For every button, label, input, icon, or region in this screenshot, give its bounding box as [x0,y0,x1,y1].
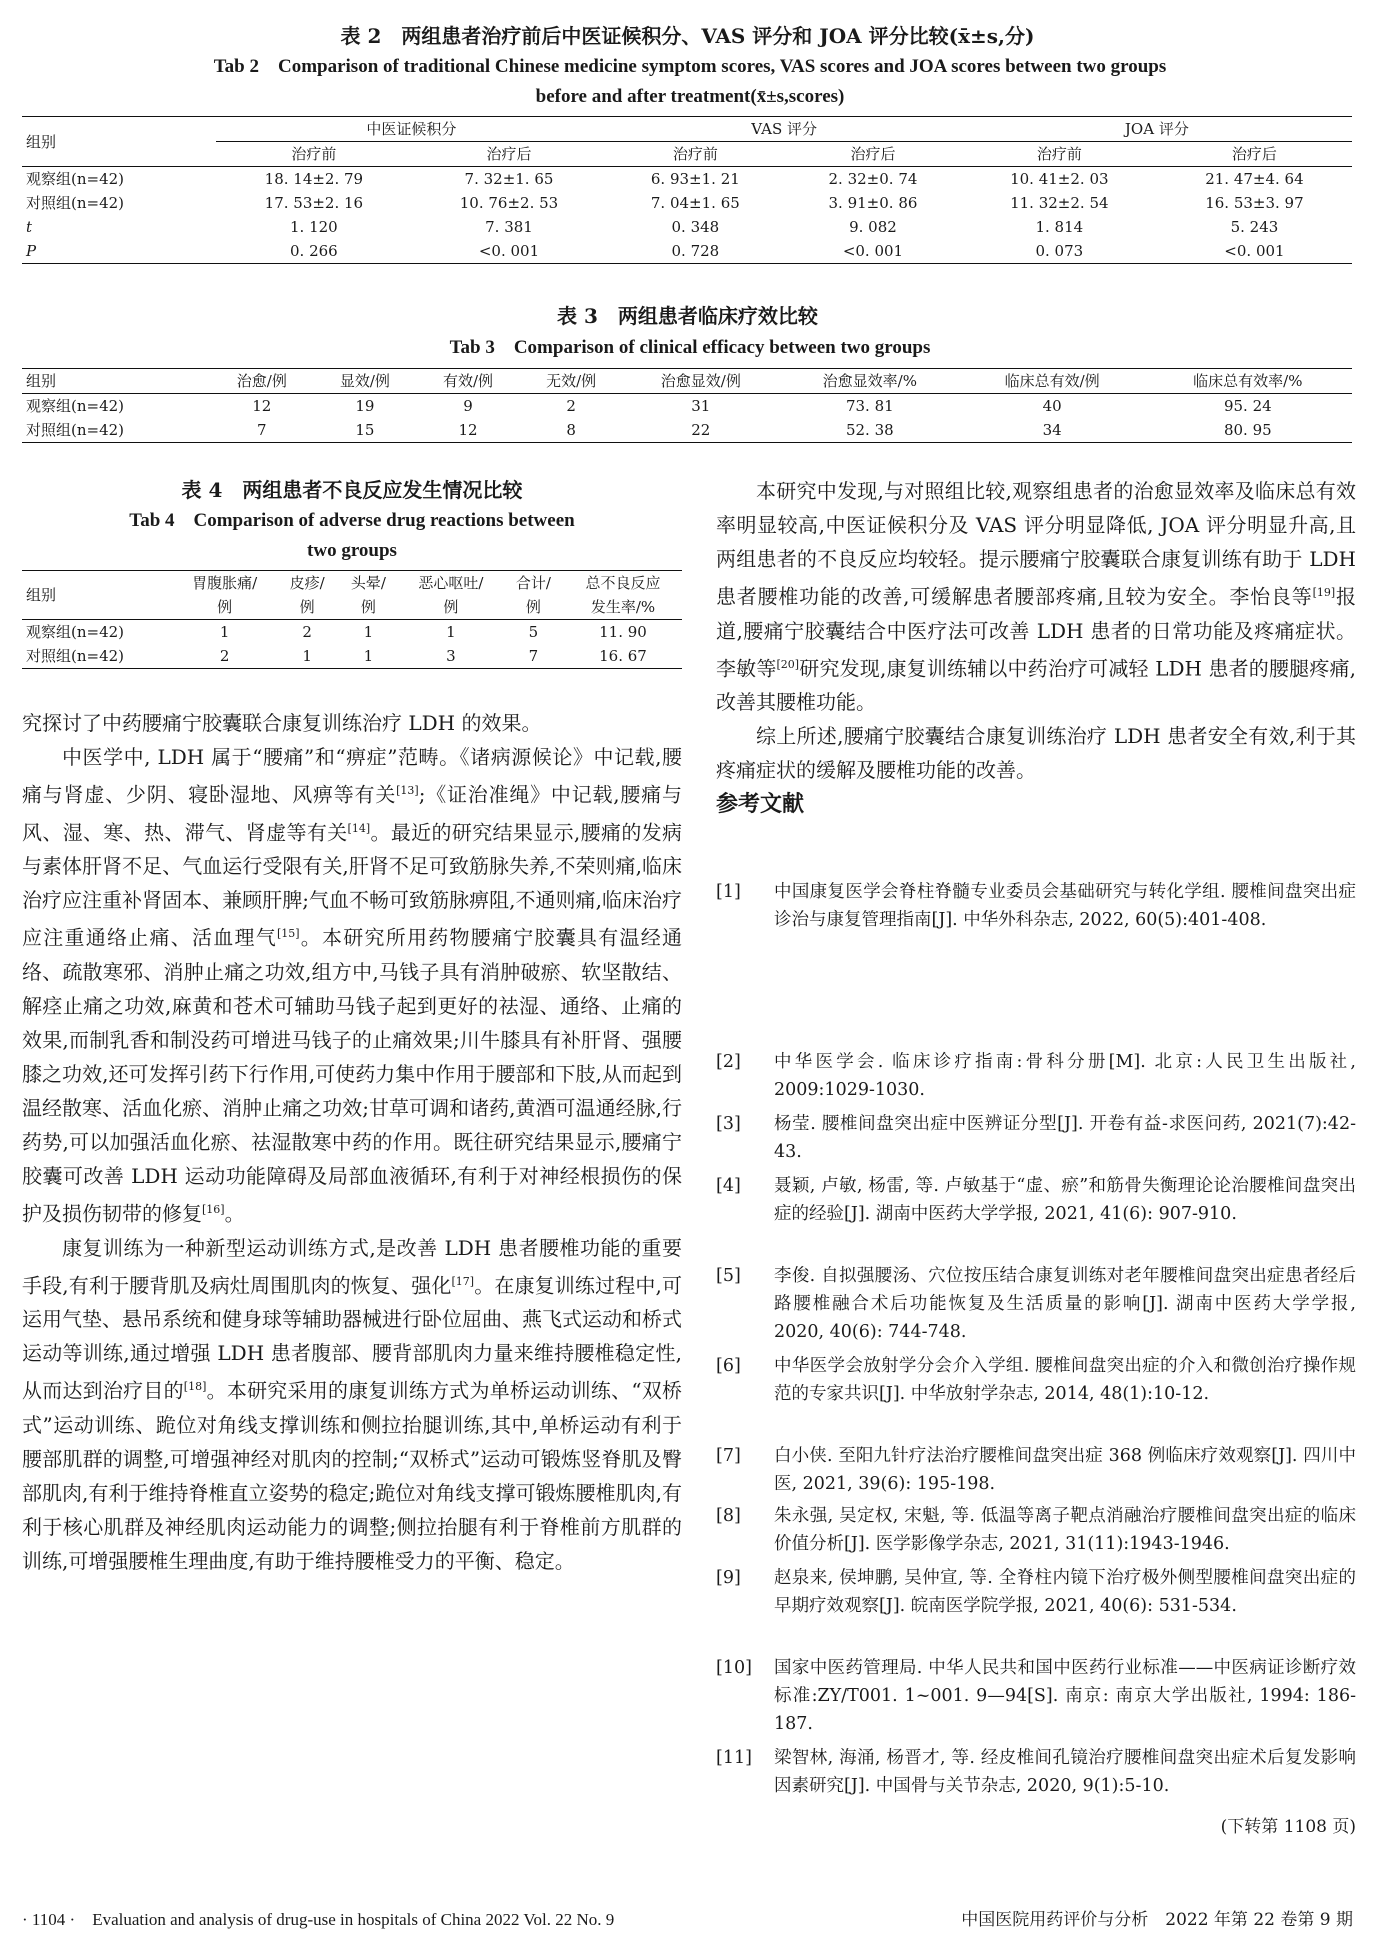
tab4-cell: 1 [219,623,230,641]
reference-item: [5] 李俊. 自拟强腰汤、穴位按压结合康复训练对老年腰椎间盘突出症患者经后路腰椎融合术后功能恢复及生活质量的影响[J]. 湖南中医药大学学报, 2020, 40(6): 744-748. [716,1266,1356,1342]
reference-item: [7] 白小侠. 至阳九针疗法治疗腰椎间盘突出症 368 例临床疗效观察[J]. 四川中医, 2021, 39(6): 195-198. [716,1446,1356,1494]
table-row [22,620,682,645]
tab3-header: 无效/例 [546,372,597,390]
tab4-cell: 对照组(n=42) [26,647,125,665]
tab3-cell: 12 [252,397,272,415]
tab2-header-vas: VAS 评分 [607,117,962,142]
tab4-header: 组别 [26,586,57,604]
tab4-cell: 1 [446,623,456,641]
tab4-header: 头晕/ [350,574,386,592]
tab2-group-header: 组别 [26,132,57,151]
tab3-cell: 95. 24 [1223,397,1272,415]
table-row [22,394,1352,419]
tab2-subheader: 治疗前 [291,145,337,163]
tab2-cell: 17. 53±2. 16 [264,194,364,212]
table-2 [22,116,1352,264]
tab2-header-tcm: 中医证候积分 [216,117,606,142]
tab4-cell: 观察组(n=42) [26,623,125,641]
tab2-cell: 16. 53±3. 97 [1205,194,1304,212]
tab4-header: 例 [443,598,459,616]
tab2-cell: 10. 41±2. 03 [1010,170,1109,188]
references-heading: 参考文献 [716,791,805,818]
tab2-subheader: 治疗前 [672,145,718,163]
tab3-cell: 31 [691,397,711,415]
tab3-cell: 观察组(n=42) [26,397,125,415]
tab3-cell: 对照组(n=42) [26,421,125,439]
tab3-header: 显效/例 [339,372,390,390]
table-row [22,215,1352,239]
tab2-subheader: 治疗后 [850,145,896,163]
tab2-cell: 0. 728 [671,242,720,260]
table-row [22,239,1352,264]
tab2-cell: <0. 001 [842,242,904,260]
citation: [18] [183,1380,207,1394]
tab4-cell: 5 [528,623,539,641]
body-paragraph: 中医学中, LDH 属于“腰痛”和“痹症”范畴。《诸病源候论》中记载,腰痛与肾虚、少阴、寝卧湿地、风痹等有关[13];《证治准绳》中记载,腰痛与风、湿、寒、热、滞气、肾虚等有关[14]。最近的研究结果显示,腰痛的发病与素体肝肾不足、气血运行受限有关,肝肾不足可致筋脉失养,不荣则痛,临床治疗应注重补肾固本、兼顾肝脾;气血不畅可致筋脉痹阻,不通则痛,临床治疗应注重通络止痛、活血理气[15]。本研究所用药物腰痛宁胶囊具有温经通络、疏散寒邪、消肿止痛之功效,组方中,马钱子具有消肿破瘀、软坚散结、解痉止痛之功效,麻黄和苍术可辅助马钱子起到更好的祛湿、通络、止痛的效果,而制乳香和制没药可增进马钱子的止痛效果;川牛膝具有补肝肾、强腰膝之功效,还可发挥引药下行作用,可使药力集中作用于腰部和下肢,从而起到温经散寒、活血化瘀、消肿止痛之功效;甘草可调和诸药,黄酒可温通经脉,行药势,可以加强活血化瘀、祛湿散寒中药的作用。既往研究结果显示,腰痛宁胶囊可改善 LDH 运动功能障碍及局部血液循环,有利于对神经根损伤的保护及损伤韧带的修复[16]。 [22,745,683,1226]
reference-item: [3] 杨莹. 腰椎间盘突出症中医辨证分型[J]. 开卷有益-求医问药, 2021(7):42-43. [716,1114,1356,1162]
tab3-cell: 22 [691,421,711,439]
tab3-header: 有效/例 [442,372,494,390]
tab4-cell: 3 [446,647,456,665]
tab3-cell: 73. 81 [845,397,894,415]
table-row [22,191,1352,215]
tab2-cell: 0. 348 [671,218,720,236]
tab3-cell: 12 [458,421,478,439]
tab2-cell: 7. 04±1. 65 [650,194,740,212]
reference-item: [6] 中华医学会放射学分会介入学组. 腰椎间盘突出症的介入和微创治疗操作规范的专家共识[J]. 中华放射学杂志, 2014, 48(1):10-12. [716,1356,1356,1404]
left-column-body [22,706,682,1578]
tab2-caption-cn: 表 2 两组患者治疗前后中医证候积分、VAS 评分和 JOA 评分比较(x̄±s,分) [340,24,1035,48]
citation: [14] [347,821,371,835]
tab4-cell: 2 [302,623,312,641]
tab2-cell: <0. 001 [478,242,540,260]
tab4-header: 胃腹胀痛/ [192,574,258,592]
reference-item: [4] 聂颖, 卢敏, 杨雷, 等. 卢敏基于“虚、瘀”和筋骨失衡理论论治腰椎间盘突出症的经验[J]. 湖南中医药大学学报, 2021, 41(6): 907-910. [716,1176,1356,1224]
tab2-cell: 11. 32±2. 54 [1010,194,1109,212]
tab2-cell: t [26,218,33,236]
table-3 [22,368,1352,443]
tab3-cell: 15 [355,421,375,439]
tab2-cell: 2. 32±0. 74 [828,170,918,188]
tab4-cell: 2 [219,647,230,665]
tab3-header: 治愈/例 [236,372,287,390]
citation: [16] [202,1202,225,1216]
tab2-cell: 1. 814 [1035,218,1084,236]
tab3-cell: 34 [1042,421,1062,439]
right-column-body [716,474,1356,821]
table-row [22,418,1352,443]
footer-left: · 1104 · Evaluation and analysis of drug-use in hospitals of China 2022 Vol. 22 No. 9 [22,1910,615,1929]
tab3-cell: 7 [257,421,267,439]
tab2-cell: 18. 14±2. 79 [264,170,364,188]
tab2-cell: 10. 76±2. 53 [459,194,559,212]
tab4-cell: 1 [302,647,312,665]
tab3-cell: 80. 95 [1223,421,1272,439]
tab4-cell: 1 [363,623,374,641]
tab2-cell: <0. 001 [1224,242,1285,260]
continued-note: (下转第 1108 页) [1220,1817,1356,1837]
tab4-header: 恶心呕吐/ [418,574,484,592]
tab2-cell: 0. 073 [1035,242,1084,260]
tab2-cell: P [26,242,37,260]
citation: [13] [396,784,419,797]
tab3-cell: 9 [463,397,473,415]
body-paragraph: 究探讨了中药腰痛宁胶囊联合康复训练治疗 LDH 的效果。 [22,711,542,735]
table-row [22,644,682,669]
tab4-cell: 7 [528,647,539,665]
tab2-subheader: 治疗后 [486,145,532,163]
tab3-header: 临床总有效/例 [1004,372,1100,390]
body-paragraph: 综上所述,腰痛宁胶囊结合康复训练治疗 LDH 患者安全有效,利于其疼痛症状的缓解及腰椎功能的改善。 [716,724,1356,783]
tab4-header: 总不良反应 [585,574,661,592]
tab4-header: 例 [360,598,376,616]
tab3-caption-cn: 表 3 两组患者临床疗效比较 [557,304,818,328]
tab2-cell: 7. 32±1. 65 [464,170,554,188]
body-paragraph: 本研究中发现,与对照组比较,观察组患者的治愈显效率及临床总有效率明显较高,中医证候积分及 VAS 评分明显降低, JOA 评分明显升高,且两组患者的不良反应均较轻。提示腰痛宁胶囊联合康复训练有助于 LDH 患者腰椎功能的改善,可缓解患者腰部疼痛,且较为安全。李怡良等[19]报道,腰痛宁胶囊结合中医疗法可改善 LDH 患者的日常功能及疼痛症状。李敏等[20]研究发现,康复训练辅以中药治疗可减轻 LDH 患者的腰腿疼痛,改善其腰椎功能。 [716,479,1357,715]
tab3-header: 治愈显效率/% [822,372,917,390]
tab4-header: 例 [525,598,541,616]
tab4-cell: 16. 67 [599,647,647,665]
tab4-caption-en-2: two groups [307,540,397,561]
tab2-caption-en-2: before and after treatment(x̄±s,scores) [535,86,845,107]
footer-right: 中国医院用药评价与分析 2022 年第 22 卷第 9 期 [961,1910,1353,1930]
citation: [15] [276,927,300,941]
tab4-header: 皮疹/ [289,574,325,592]
tab3-cell: 52. 38 [845,421,894,439]
tab4-caption-en: Tab 4 Comparison of adverse drug reactions between [129,510,575,531]
tab2-cell: 21. 47±4. 64 [1205,170,1304,188]
tab2-subheader: 治疗前 [1036,145,1082,163]
body-paragraph: 康复训练为一种新型运动训练方式,是改善 LDH 患者腰椎功能的重要手段,有利于腰背肌及病灶周围肌肉的恢复、强化[17]。在康复训练过程中,可运用气垫、悬吊系统和健身球等辅助器械进行卧位屈曲、燕飞式运动和桥式运动等训练,通过增强 LDH 患者腹部、腰背部肌肉力量来维持腰椎稳定性,从而达到治疗目的[18]。本研究采用的康复训练方式为单桥运动训练、“双桥式”运动训练、跪位对角线支撑训练和侧拉抬腿训练,其中,单桥运动有利于腰部肌群的调整,可增强神经对肌肉的控制;“双桥式”运动可锻炼竖脊肌及臀部肌肉,有利于维持脊椎直立姿势的稳定;跪位对角线支撑可锻炼腰椎肌肉,有利于核心肌群及神经肌肉运动能力的调整;侧拉抬腿有利于脊椎前方肌群的训练,可增强腰椎生理曲度,有助于维持腰椎受力的平衡、稳定。 [22,1235,682,1573]
tab2-cell: 观察组(n=42) [26,170,125,188]
citation: [17] [451,1274,475,1288]
tab4-header: 例 [299,598,315,616]
tab2-cell: 3. 91±0. 86 [828,194,918,212]
tab3-cell: 8 [566,421,576,439]
tab2-cell: 对照组(n=42) [26,194,125,212]
table-4 [22,570,682,669]
reference-item: [10] 国家中医药管理局. 中华人民共和国中医药行业标准——中医病证诊断疗效标准:ZY/T001. 1~001. 9—94[S]. 南京: 南京大学出版社, 1994: 186-187. [716,1658,1356,1734]
tab4-caption-cn: 表 4 两组患者不良反应发生情况比较 [181,478,523,502]
reference-item: [1] 中国康复医学会脊柱脊髓专业委员会基础研究与转化学组. 腰椎间盘突出症诊治与康复管理指南[J]. 中华外科杂志, 2022, 60(5):401-408. [716,882,1356,930]
tab3-cell: 19 [355,397,375,415]
reference-item: [9] 赵泉来, 侯坤鹏, 吴仲宣, 等. 全脊柱内镜下治疗极外侧型腰椎间盘突出症的早期疗效观察[J]. 皖南医学院学报, 2021, 40(6): 531-534. [716,1568,1356,1616]
tab2-cell: 1. 120 [290,218,338,236]
citation: [20] [776,657,800,671]
tab3-cell: 40 [1042,397,1062,415]
tab4-cell: 1 [363,647,374,665]
citation: [19] [1312,586,1336,599]
tab3-header: 临床总有效率/% [1193,372,1303,390]
tab2-caption-en: Tab 2 Comparison of traditional Chinese medicine symptom scores, VAS scores and JOA scores between two groups [213,56,1167,77]
tab3-header: 组别 [26,372,57,390]
tab2-cell: 9. 082 [849,218,897,236]
tab4-cell: 11. 90 [599,623,647,641]
tab4-header: 例 [217,598,233,616]
tab2-header-joa: JOA 评分 [962,117,1352,142]
reference-item: [2] 中华医学会. 临床诊疗指南:骨科分册[M]. 北京:人民卫生出版社, 2009:1029-1030. [716,1052,1356,1100]
tab3-header: 治愈显效/例 [660,372,741,390]
tab2-cell: 7. 381 [485,218,533,236]
tab2-cell: 5. 243 [1230,218,1279,236]
reference-item: [11] 梁智林, 海涌, 杨晋才, 等. 经皮椎间孔镜治疗腰椎间盘突出症术后复发影响因素研究[J]. 中国骨与关节杂志, 2020, 9(1):5-10. [716,1748,1356,1796]
tab2-cell: 6. 93±1. 21 [650,170,740,188]
tab2-cell: 0. 266 [290,242,338,260]
tab4-header: 发生率/% [590,598,656,616]
tab4-header: 合计/ [515,574,551,592]
tab3-caption-en: Tab 3 Comparison of clinical efficacy between two groups [449,337,931,358]
table-row [22,167,1352,192]
tab2-subheader: 治疗后 [1231,145,1277,163]
reference-item: [8] 朱永强, 吴定权, 宋魁, 等. 低温等离子靶点消融治疗腰椎间盘突出症的临床价值分析[J]. 医学影像学杂志, 2021, 31(11):1943-1946. [716,1506,1356,1554]
tab3-cell: 2 [566,397,576,415]
